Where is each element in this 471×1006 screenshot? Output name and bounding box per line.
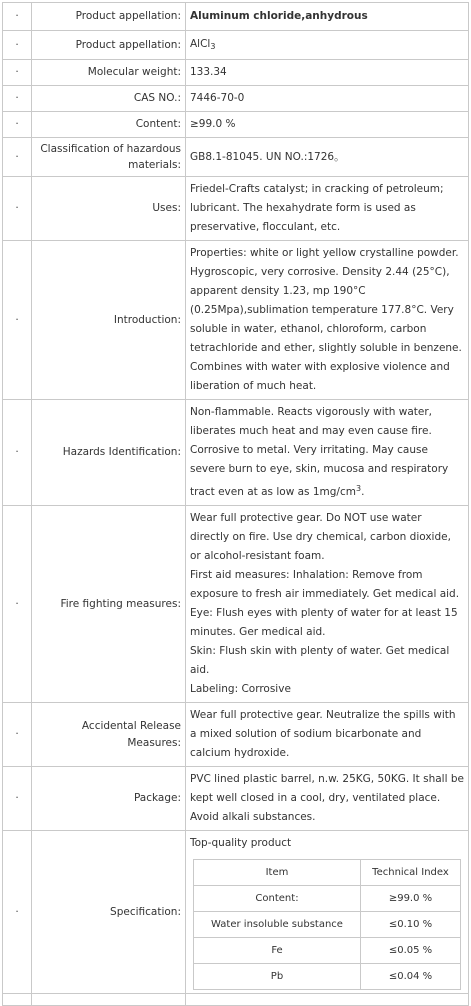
item-cell: Water insoluble substance <box>194 912 361 938</box>
formula-value <box>186 31 469 60</box>
item-cell: Content: <box>194 886 361 912</box>
row-label: Fire fighting measures: <box>32 506 186 703</box>
technical-index-row <box>194 964 461 990</box>
formula-subscript: 3 <box>210 41 216 51</box>
bullet-icon: · <box>3 506 32 703</box>
uses-value: Friedel-Crafts catalyst; in cracking of petroleum; lubricant. The hexahydrate form is used as preservative, flocculant, etc. <box>186 177 469 241</box>
empty-cell <box>3 994 32 1006</box>
technical-index-row <box>194 938 461 964</box>
introduction-value: Properties: white or light yellow crystalline powder. Hygroscopic, very corrosive. Density 2.44 (25°C), apparent density 1.23, mp 190°C (0.25Mpa),sublimation temperature 177.8°C. Very soluble in water, ethanol, chloroform, carbon tetrachloride and ether, slightly soluble in benzene. Combines with water with explosive violence and liberation of much heat. <box>186 241 469 400</box>
empty-cell <box>32 994 186 1006</box>
bullet-icon: · <box>3 831 32 994</box>
row-label: Specification: <box>32 831 186 994</box>
row-label: Product appellation: <box>32 31 186 60</box>
specification-grade: Top-quality product <box>190 837 292 849</box>
technical-index-row <box>194 912 461 938</box>
fire-line: Labeling: Corrosive <box>190 683 291 695</box>
fire-line: Wear full protective gear. Do NOT use water directly on fire. Use dry chemical, carbon dioxide, or alcohol-resistant foam. <box>190 512 451 562</box>
table-row <box>3 138 469 177</box>
bullet-icon: · <box>3 241 32 400</box>
row-label: Introduction: <box>32 241 186 400</box>
fire-fighting-value <box>186 506 469 703</box>
bullet-icon: · <box>3 112 32 138</box>
table-row <box>3 60 469 86</box>
bullet-icon: · <box>3 703 32 767</box>
row-label: Package: <box>32 767 186 831</box>
bullet-icon: · <box>3 31 32 60</box>
technical-index-row <box>194 886 461 912</box>
bullet-icon: · <box>3 3 32 31</box>
index-cell: ≤0.04 % <box>361 964 461 990</box>
table-row <box>3 400 469 506</box>
fire-line: First aid measures: Inhalation: Remove from exposure to fresh air immediately. Get medical aid. <box>190 569 460 600</box>
index-cell: ≤0.10 % <box>361 912 461 938</box>
classification-value: GB8.1-81045. UN NO.:1726。 <box>186 138 469 177</box>
technical-index-table <box>193 859 461 990</box>
accidental-release-value: Wear full protective gear. Neutralize the spills with a mixed solution of sodium bicarbonate and calcium hydroxide. <box>186 703 469 767</box>
bullet-icon: · <box>3 60 32 86</box>
content-value: ≥99.0 % <box>186 112 469 138</box>
bullet-icon: · <box>3 767 32 831</box>
empty-cell <box>186 994 469 1006</box>
table-row <box>3 177 469 241</box>
table-row <box>3 3 469 31</box>
table-row <box>3 831 469 994</box>
index-cell: ≥99.0 % <box>361 886 461 912</box>
table-row <box>3 506 469 703</box>
item-cell: Fe <box>194 938 361 964</box>
row-label: Uses: <box>32 177 186 241</box>
column-header: Technical Index <box>361 860 461 886</box>
column-header: Item <box>194 860 361 886</box>
table-row <box>3 86 469 112</box>
table-row <box>3 767 469 831</box>
hazards-value <box>186 400 469 506</box>
bullet-icon: · <box>3 86 32 112</box>
table-row <box>3 31 469 60</box>
cas-value: 7446-70-0 <box>186 86 469 112</box>
product-name-value: Aluminum chloride,anhydrous <box>186 3 469 31</box>
item-cell: Pb <box>194 964 361 990</box>
hazards-text: Non-flammable. Reacts vigorously with water, liberates much heat and may even cause fire. Corrosive to metal. Very irritating. May cause severe burn to eye, skin, mucosa and respiratory tract even at as low as 1mg/cm <box>190 406 449 498</box>
formula-base: AlCl <box>190 37 211 50</box>
index-cell: ≤0.05 % <box>361 938 461 964</box>
table-row <box>3 994 469 1006</box>
bullet-icon: · <box>3 138 32 177</box>
table-row <box>3 112 469 138</box>
molecular-weight-value: 133.34 <box>186 60 469 86</box>
row-label: Molecular weight: <box>32 60 186 86</box>
fire-line: Eye: Flush eyes with plenty of water for at least 15 minutes. Ger medical aid. <box>190 607 458 638</box>
row-label: CAS NO.: <box>32 86 186 112</box>
row-label: Content: <box>32 112 186 138</box>
row-label: Classification of hazardous materials: <box>32 138 186 177</box>
row-label: Accidental Release Measures: <box>32 703 186 767</box>
hazards-superscript: 3 <box>355 484 362 493</box>
row-label: Product appellation: <box>32 3 186 31</box>
bullet-icon: · <box>3 400 32 506</box>
package-value: PVC lined plastic barrel, n.w. 25KG, 50KG. It shall be kept well closed in a cool, dry, ventilated place. Avoid alkali substances. <box>186 767 469 831</box>
product-spec-table <box>2 2 469 1006</box>
table-row <box>3 241 469 400</box>
fire-line: Skin: Flush skin with plenty of water. Get medical aid. <box>190 645 450 676</box>
table-row <box>3 703 469 767</box>
technical-index-header-row <box>194 860 461 886</box>
bullet-icon: · <box>3 177 32 241</box>
row-label: Hazards Identification: <box>32 400 186 506</box>
hazards-end: . <box>361 486 365 498</box>
specification-value <box>186 831 469 994</box>
